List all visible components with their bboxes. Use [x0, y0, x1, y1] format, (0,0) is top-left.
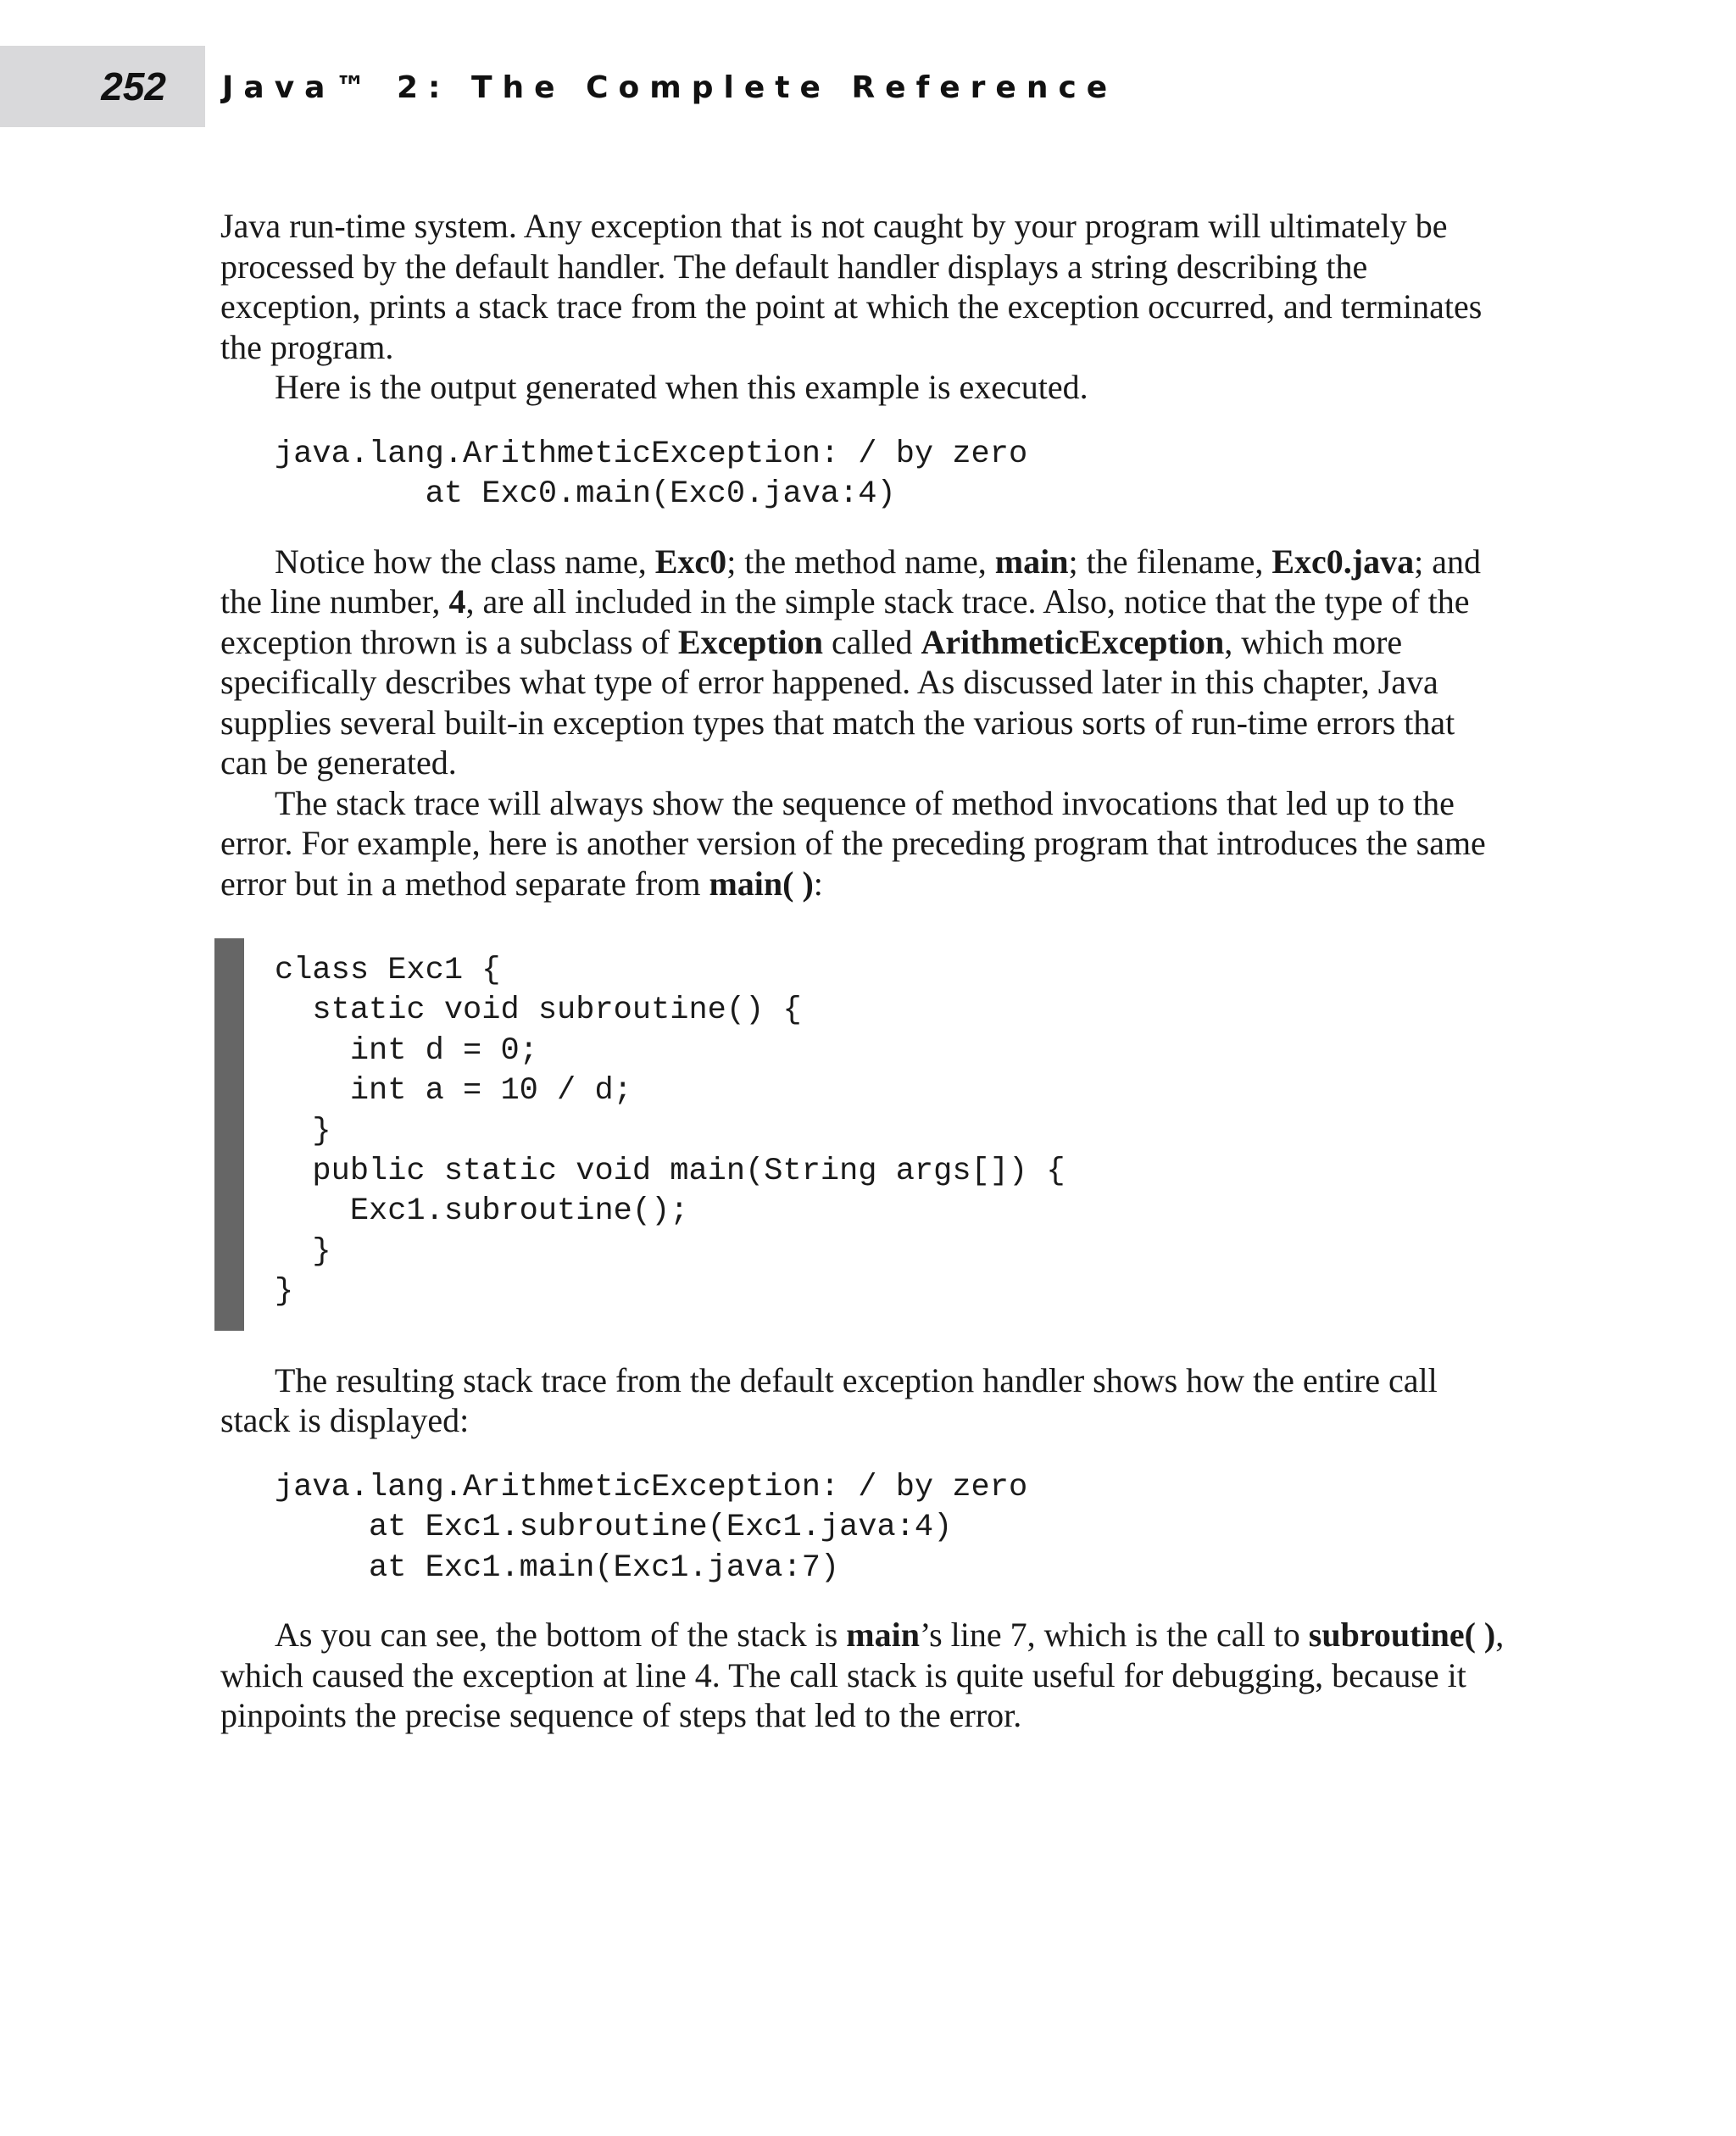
stack-trace-exc0: java.lang.ArithmeticException: / by zero at Exc0.main(Exc0.java:4) [275, 436, 1028, 512]
code-listing-bar [214, 938, 244, 1331]
paragraph-call-stack-summary: As you can see, the bottom of the stack is main’s line 7, which is the call to subroutine( ), which caused the exception at line 4. The call stack is quite useful for debugging, because it pinpoints the precise sequence of steps that led to the error. [220, 1616, 1505, 1735]
inline-class-name: Exc0 [654, 542, 727, 581]
page-body [220, 206, 1509, 1736]
inline-line-number: 4 [448, 582, 466, 620]
inline-subroutine: subroutine( ) [1308, 1616, 1496, 1655]
stack-trace-exc1: java.lang.ArithmeticException: / by zero at Exc1.subroutine(Exc1.java:4) at Exc1.main(Exc1.java:7) [275, 1469, 1028, 1586]
running-header [0, 46, 1736, 127]
code-listing-exc1: class Exc1 { static void subroutine() { int d = 0; int a = 10 / d; } public static void main(String args[]) { Exc1.subroutine(); } } [275, 953, 1066, 1310]
code-listing [220, 938, 1509, 1326]
paragraph-stack-trace-explanation: Notice how the class name, Exc0; the method name, main; the filename, Exc0.java; and the line number, 4, are all included in the simple stack trace. Also, notice that the type of the exception thrown is a subclass of Exception called ArithmeticException, which more specifically describes what type of error happened. As discussed later in this chapter, Java supplies several built-in exception types that match the various sorts of run-time errors that can be generated. [220, 542, 1482, 782]
inline-main: main [846, 1616, 920, 1655]
inline-filename: Exc0.java [1271, 542, 1415, 581]
paragraph-method-invocations: The stack trace will always show the sequence of method invocations that led up to the error. For example, here is another version of the preceding program that introduces the same error but in a method separate from main( ): [220, 783, 1486, 903]
page-number-tab [0, 46, 205, 127]
page-number: 252 [101, 64, 166, 108]
book-title: Java™ 2: The Complete Reference [222, 70, 1118, 105]
inline-method-name: main [994, 542, 1069, 581]
paragraph-output-intro: Here is the output generated when this example is executed. [275, 368, 1088, 406]
inline-arithmetic-exception: ArithmeticException [921, 622, 1225, 661]
inline-main-method: main( ) [709, 864, 814, 903]
paragraph-continuation: Java run-time system. Any exception that is not caught by your program will ultimately be processed by the default handler. The default handler displays a string describing the exception, prints a stack trace from the point at which the exception occurred, and terminates the program. [220, 207, 1483, 366]
paragraph-resulting-trace: The resulting stack trace from the default exception handler shows how the entire call stack is displayed: [220, 1360, 1438, 1440]
inline-exception-class: Exception [677, 622, 824, 661]
